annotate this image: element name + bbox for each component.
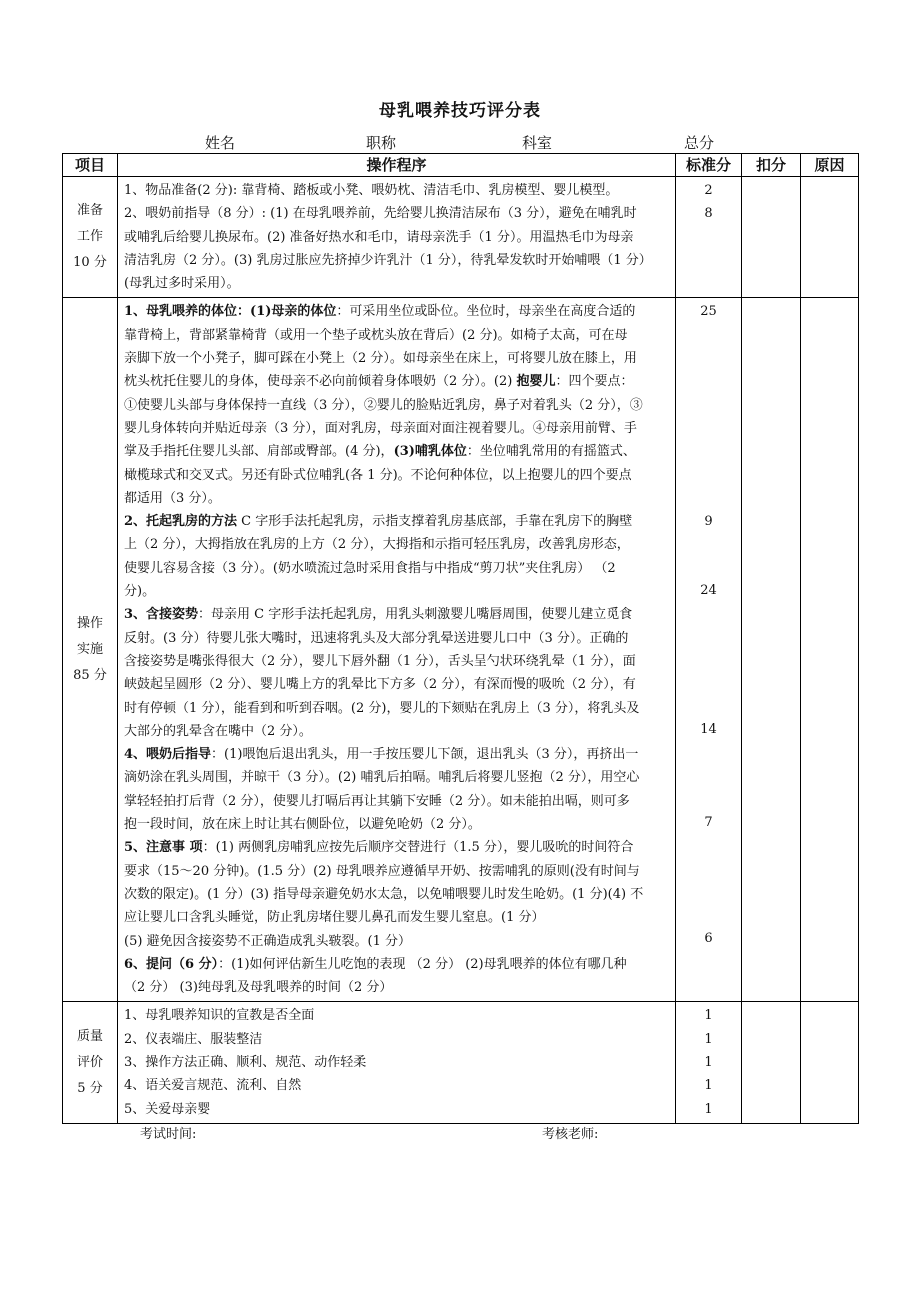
op-line: 峡鼓起呈圆形（2 分）、婴儿嘴上方的乳晕比下方多（2 分），有深而慢的吸吮（2 分），有 [124, 677, 636, 693]
op-line: （2 分） (3)纯母乳及母乳喂养的时间（2 分） [124, 980, 393, 996]
header-reason: 原因 [801, 154, 859, 177]
job-title-label: 职称 [366, 134, 397, 152]
quality-line: 1、母乳喂养知识的宣教是否全面 [124, 1008, 315, 1024]
operation-label-line: 85 分 [73, 667, 107, 683]
page-title: 母乳喂养技巧评分表 [379, 101, 541, 121]
score-value: 8 [704, 206, 713, 222]
header-standard-score: 标准分 [676, 154, 742, 177]
op-line: 次数的限定)。(1 分）(3) 指导母亲避免奶水太急，以免哺喂婴儿时发生呛奶。(1 分)(4) 不 [124, 886, 644, 902]
section-heading: 1、母乳喂养的体位：(1)母亲的体位 [124, 304, 337, 320]
op-text: ：(1)如何评估新生儿吃饱的表现 （2 分） (2)母乳喂养的体位有哪几种 [218, 956, 627, 972]
op-line: 要求（15～20 分钟)。(1.5 分）(2) 母乳喂养应遵循早开奶、按需哺乳的原则(没有时间与 [124, 863, 640, 879]
score-value: 14 [700, 722, 717, 738]
prep-label-line: 准备 [76, 203, 103, 219]
header-procedure: 操作程序 [118, 154, 676, 177]
header-row [63, 154, 859, 177]
score-value: 24 [700, 583, 717, 599]
score-value: 1 [704, 1078, 713, 1094]
op-text: ：(1) 两侧乳房哺乳应按先后顺序交替进行（1.5 分），婴儿吸吮的时间符合 [202, 840, 634, 856]
op-line [124, 300, 669, 323]
op-line [124, 440, 669, 463]
prep-line: (母乳过多时采用）。 [124, 276, 240, 292]
op-line: 掌轻轻拍打后背（2 分），使婴儿打嗝后再让其躺下安睡（2 分）。如未能拍出嗝，则可多 [124, 793, 630, 809]
op-line: 应让婴儿口含乳头睡觉，防止乳房堵住婴儿鼻孔而发生婴儿窒息。(1 分） [124, 910, 545, 926]
header-deduction: 扣分 [742, 154, 801, 177]
operation-row [63, 298, 859, 1002]
quality-deduct-cell[interactable] [742, 1002, 801, 1123]
quality-row [63, 1002, 859, 1123]
op-line [124, 510, 669, 533]
prep-line: 1、物品准备(2 分): 靠背椅、踏板或小凳、喂奶枕、清洁毛巾、乳房模型、婴儿模型。 [124, 183, 619, 198]
op-line: 使婴儿容易含接（3 分）。(奶水喷流过急时采用食指与中指成“剪刀状”夹住乳房） （2 [124, 560, 616, 576]
score-value: 9 [704, 514, 713, 530]
operation-label [63, 298, 118, 1002]
quality-label [63, 1002, 118, 1123]
op-line: (5) 避免因含接姿势不正确造成乳头皲裂。(1 分） [124, 933, 412, 949]
op-line: 反射。(3 分）待婴儿张大嘴时，迅速将乳头及大部分乳晕送进婴儿口中（3 分）。正确的 [124, 630, 629, 646]
quality-line: 5、关爱母亲婴 [124, 1101, 211, 1117]
section-heading: 2、托起乳房的方法 [124, 514, 238, 530]
total-score-label: 总分 [684, 134, 715, 152]
score-value: 1 [704, 1008, 713, 1024]
op-line: 分)。 [124, 584, 156, 600]
op-line: 婴儿身体转向并贴近母亲（3 分），面对乳房，母亲面对面注视着婴儿。④母亲用前臂、手 [124, 420, 637, 436]
section-heading: 3、含接姿势 [124, 607, 199, 623]
op-line: 都适用（3 分）。 [124, 490, 221, 506]
quality-procedure [118, 1002, 676, 1123]
score-value: 6 [704, 931, 713, 947]
operation-reason-cell[interactable] [801, 298, 859, 1002]
section-heading: 4、喂奶后指导 [124, 747, 212, 763]
prep-line: 清洁乳房（2 分）。(3) 乳房过胀应先挤掉少许乳汁（1 分），待乳晕发软时开始哺喂（1 分） [124, 252, 652, 268]
op-text: 枕头枕托住婴儿的身体，使母亲不必向前倾着身体喂奶（2 分）。(2) [124, 374, 517, 390]
prep-label-line: 工作 [76, 229, 103, 245]
examiner-label: 考核老师: [542, 1127, 599, 1142]
section-heading: 5、注意事 项 [124, 840, 203, 856]
operation-label-line: 操作 [76, 615, 103, 631]
section-heading: 抱婴儿 [516, 374, 556, 390]
score-value: 1 [704, 1031, 713, 1047]
scoring-table [62, 153, 859, 1124]
score-value: 1 [704, 1101, 713, 1117]
name-label: 姓名 [205, 134, 236, 152]
prep-scores [676, 177, 742, 298]
op-text: ：坐位哺乳常用的有摇篮式、 [466, 444, 636, 460]
quality-reason-cell[interactable] [801, 1002, 859, 1123]
score-value: 1 [704, 1054, 713, 1070]
op-line: 滴奶涂在乳头周围，并晾干（3 分）。(2) 哺乳后拍嗝。哺乳后将婴儿竖抱（2 分），用空心 [124, 770, 640, 786]
op-text: ：四个要点： [555, 374, 634, 390]
operation-label-line: 实施 [76, 641, 103, 657]
quality-scores [676, 1002, 742, 1123]
prep-label-line: 10 分 [73, 255, 107, 271]
op-line: 橄榄球式和交叉式。另还有卧式位哺乳(各 1 分)。不论何种体位，以上抱婴儿的四个要点 [124, 467, 632, 483]
prep-line: 2、喂奶前指导（8 分）: (1) 在母乳喂养前，先给婴儿换清洁尿布（3 分），避免在哺乳时 [124, 206, 637, 222]
op-line: 时有停顿（1 分），能看到和听到吞咽。(2 分)，婴儿的下颏贴在乳房上（3 分），将乳头及 [124, 700, 640, 716]
op-line: 大部分的乳晕含在嘴中（2 分）。 [124, 723, 312, 739]
op-line: 抱一段时间，放在床上时让其右侧卧位，以避免呛奶（2 分）。 [124, 817, 481, 833]
score-value: 2 [704, 183, 713, 198]
operation-deduct-cell[interactable] [742, 298, 801, 1002]
prep-procedure [118, 177, 676, 298]
operation-procedure [118, 298, 676, 1002]
op-line: ①使婴儿头部与身体保持一直线（3 分），②婴儿的脸贴近乳房，鼻子对着乳头（2 分），③ [124, 397, 643, 413]
op-line [124, 836, 669, 859]
op-line: 亲脚下放一个小凳子，脚可踩在小凳上（2 分）。如母亲坐在床上，可将婴儿放在膝上，用 [124, 351, 637, 367]
prep-row [63, 177, 859, 298]
score-value: 7 [704, 815, 713, 831]
department-label: 科室 [522, 134, 553, 152]
op-line [124, 953, 669, 976]
op-line: 靠背椅上，背部紧靠椅背（或用一个垫子或枕头放在背后）(2 分)。如椅子太高，可在母 [124, 327, 628, 343]
op-line: 含接姿势是嘴张得很大（2 分），婴儿下唇外翻（1 分），舌头呈勺状环绕乳晕（1 分），面 [124, 653, 636, 669]
section-heading: 6、提问（6 分） [124, 956, 219, 972]
quality-label-line: 5 分 [77, 1080, 103, 1096]
section-heading: (3)哺乳体位 [393, 444, 467, 460]
operation-scores [676, 298, 742, 1002]
op-text: 掌及手指托住婴儿头部、肩部或臀部。(4 分)， [124, 444, 394, 460]
op-line: 上（2 分），大拇指放在乳房的上方（2 分），大拇指和示指可轻压乳房，改善乳房形态， [124, 537, 630, 553]
prep-deduct-cell[interactable] [742, 177, 801, 298]
prep-label [63, 177, 118, 298]
score-value: 25 [700, 304, 717, 320]
quality-line: 4、语关爱言规范、流利、自然 [124, 1078, 302, 1094]
op-line [124, 743, 669, 766]
quality-line: 2、仪表端庄、服装整洁 [124, 1031, 263, 1047]
quality-label-line: 质量 [76, 1028, 103, 1044]
op-line [124, 603, 669, 626]
prep-reason-cell[interactable] [801, 177, 859, 298]
op-text: ：可采用坐位或卧位。坐位时，母亲坐在高度合适的 [336, 304, 636, 320]
op-line [124, 370, 669, 393]
op-text: ：母亲用 C 字形手法托起乳房，用乳头刺激婴儿嘴唇周围，使婴儿建立觅食 [198, 607, 633, 623]
prep-line: 或哺乳后给婴儿换尿布。(2) 准备好热水和毛巾，请母亲洗手（1 分）。用温热毛巾为母亲 [124, 229, 634, 245]
exam-time-label: 考试时间: [140, 1127, 197, 1142]
op-text: C 字形手法托起乳房，示指支撑着乳房基底部，手靠在乳房下的胸壁 [237, 514, 633, 530]
quality-label-line: 评价 [76, 1054, 103, 1070]
op-text: ：(1)喂饱后退出乳头，用一手按压婴儿下颌，退出乳头（3 分），再挤出一 [211, 747, 639, 763]
quality-line: 3、操作方法正确、顺利、规范、动作轻柔 [124, 1054, 367, 1070]
header-item: 项目 [63, 154, 118, 177]
